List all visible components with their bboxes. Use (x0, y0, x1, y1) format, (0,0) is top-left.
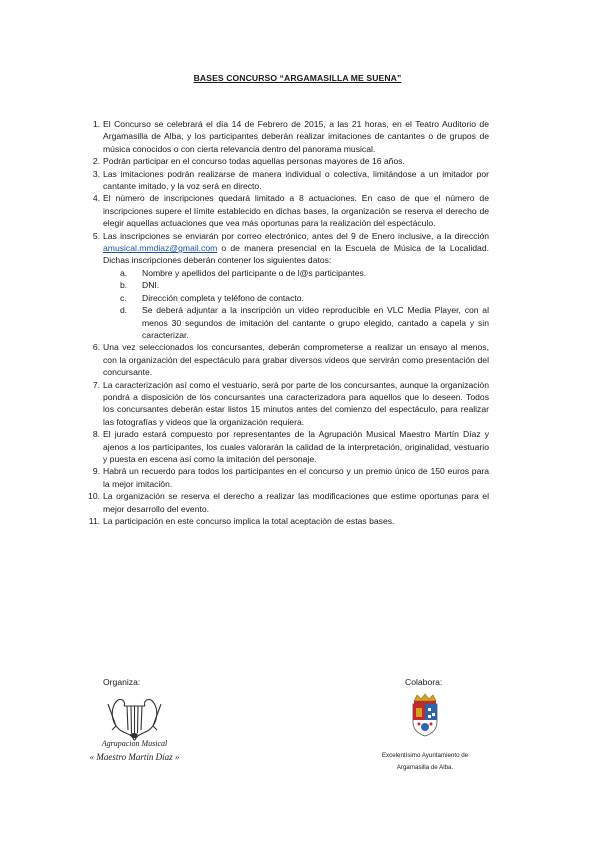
sub-item-letter: b. (120, 280, 128, 291)
list-item (92, 192, 489, 229)
sub-list (103, 267, 489, 341)
sub-list-item (120, 304, 489, 341)
credit-line-1: Excelentísimo Ayuntamiento de (381, 752, 469, 759)
item-text-before: Las inscripciones se enviarán por correo electrónico, antes del 9 de Enero inclusive, a la dirección (103, 230, 489, 241)
sub-item-text: Se deberá adjuntar a la inscripción un video reproducible en VLC Media Player, con al menos 30 segundos de imitación del cantante o grupo elegido, cantado a capela y sin caracterizar. (142, 305, 489, 340)
item-number: 11. (88, 516, 100, 526)
coat-of-arms-icon (408, 692, 442, 738)
item-number: 6. (92, 342, 100, 353)
document-title: BASES CONCURSO “ARGAMASILLA ME SUENA” (193, 73, 402, 83)
item-text: El jurado estará compuesto por representantes de la Agrupación Musical Maestro Martín Díaz y ajenos a los participantes, los cuales valorarán la calidad de la interpretación, originalidad, vestuario y puesta en escena así como la imitación del personaje. (103, 429, 489, 464)
item-number: 10. (88, 491, 100, 502)
item-number: 2. (92, 156, 100, 167)
sub-item-letter: c. (120, 292, 127, 303)
list-item (92, 341, 489, 378)
item-number: 3. (92, 168, 100, 179)
list-item (92, 465, 489, 490)
list-item (88, 515, 489, 527)
sub-list-item (120, 292, 489, 304)
sub-item-letter: d. (120, 305, 128, 316)
list-item (88, 490, 489, 515)
item-text: Podrán participar en el concurso todas aquellas personas mayores de 16 años. (103, 156, 405, 167)
item-text: La caracterización así como el vestuario, será por parte de los concursantes, aunque la organización pondrá a disposición de los concursantes una caracterizadora para aquellos que lo deseen. Todos los concursantes deberán estar listos 15 minutos antes del comienzo del espectáculo, para realizar las fotografías y videos que la organización requiera. (103, 379, 489, 427)
item-number: 1. (92, 119, 100, 129)
item-number: 7. (92, 379, 100, 390)
item-text: Las imitaciones podrán realizarse de manera individual o colectiva, limitándose a un imitador por cantante imitado, y la voz será en directo. (103, 168, 489, 192)
list-item (92, 428, 489, 465)
sub-item-letter: a. (120, 267, 128, 278)
email-link[interactable]: amusical.mmdiaz@gmail.com (103, 243, 218, 254)
rules-list (88, 118, 489, 527)
item-text: La participación en este concurso implica la total aceptación de estas bases. (103, 516, 395, 526)
item-text: Habrá un recuerdo para todos los participantes en el concurso y un premio único de 150 euros para la mejor imitación. (103, 466, 489, 489)
colabora-label: Colabora: (405, 677, 443, 687)
sub-list-item (120, 267, 489, 279)
item-text: El número de inscripciones quedará limitado a 8 actuaciones. En caso de que el número de inscripciones supere el límite establecido en dichas bases, la organización se reserva el derecho de elegir aquellas actuaciones que vea más oportunas para la realización del espectáculo. (103, 193, 489, 229)
item-text: El Concurso se celebrará el día 14 de Febrero de 2015, a las 21 horas, en el Teatro Auditorio de Argamasilla de Alba, y los participantes deberán realizar imitaciones de cantantes o de grupos de música conocidos o con cierta relevancia dentro del panorama musical. (103, 119, 489, 154)
list-item (92, 168, 489, 193)
list-item (92, 155, 489, 167)
logo-line-2: « Maestro Martín Díaz » (89, 752, 180, 762)
sub-item-text: DNI. (142, 280, 160, 291)
list-item (92, 379, 489, 429)
logo-line-1: Agrupación Musical (101, 739, 168, 748)
credit-line-2: Argamasilla de Alba. (396, 764, 454, 771)
organiza-label: Organiza: (103, 677, 141, 687)
item-text-after: o de manera presencial en la Escuela de Música de la Localidad. Dichas inscripciones deberán contener los siguientes datos: (103, 243, 489, 266)
sub-item-text: Dirección completa y teléfono de contacto. (142, 292, 304, 303)
item-number: 9. (92, 466, 100, 477)
item-number: 5. (92, 230, 100, 241)
item-number: 8. (92, 429, 100, 440)
item-number: 4. (92, 193, 100, 204)
list-item (92, 118, 489, 155)
sub-item-text: Nombre y apellidos del participante o de l@s participantes. (142, 267, 367, 278)
item-text: La organización se reserva el derecho a realizar las modificaciones que estime oportunas para el mejor desarrollo del evento. (103, 491, 489, 514)
item-text: Una vez seleccionados los concursantes, deberán comprometerse a realizar un ensayo al menos, con la organización del espectáculo para grabar diversos videos que servirán como presentación del concursante. (103, 342, 489, 378)
list-item (92, 230, 489, 342)
sub-list-item (120, 279, 489, 291)
